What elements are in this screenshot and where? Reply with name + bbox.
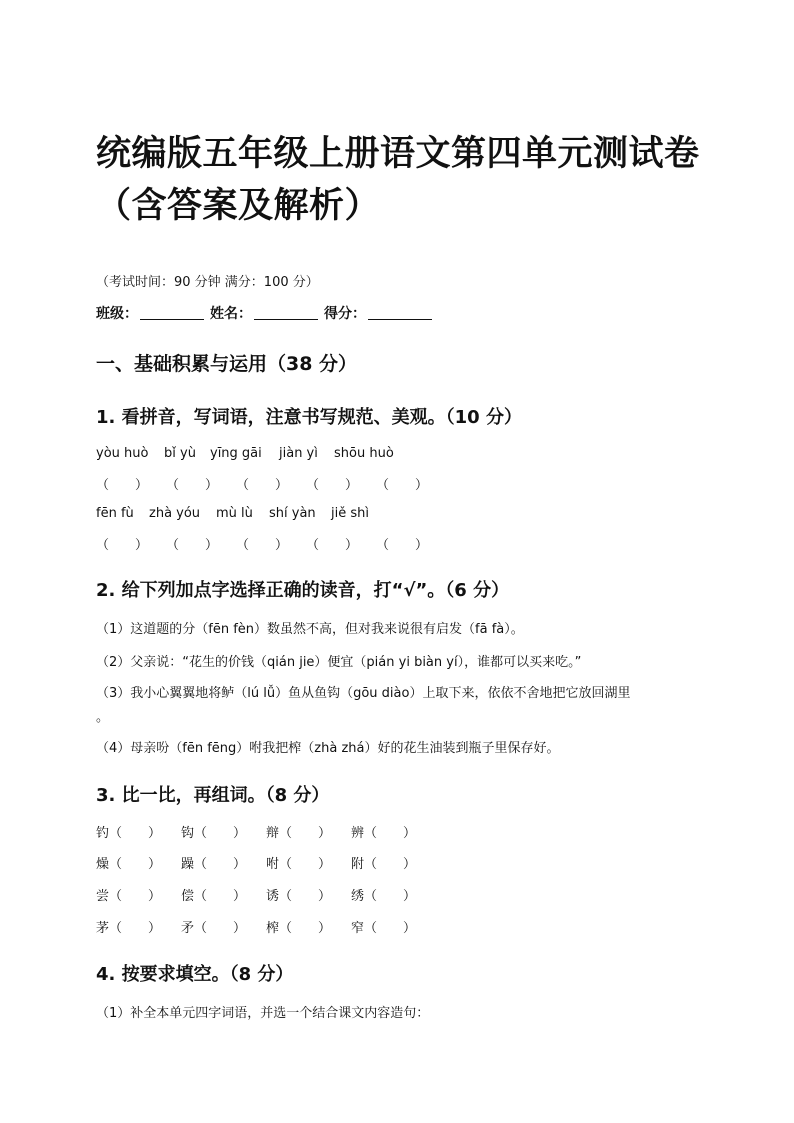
- q2-item-1: （1）这道题的分（fēn fèn）数虽然不高，但对我来说很有启发（fā fà）。: [96, 622, 524, 637]
- answer-bracket[interactable]: （ ）: [364, 857, 417, 872]
- exam-info: （考试时间：90 分钟 满分：100 分）: [96, 275, 319, 290]
- char: 榨: [266, 921, 280, 936]
- answer-bracket[interactable]: （ ）: [96, 538, 149, 553]
- answer-bracket[interactable]: （ ）: [376, 478, 429, 493]
- pinyin: mù lù: [216, 506, 253, 521]
- answer-bracket[interactable]: （ ）: [109, 889, 162, 904]
- name-blank[interactable]: [254, 318, 318, 320]
- char: 尝: [96, 889, 110, 904]
- answer-bracket[interactable]: （ ）: [376, 538, 429, 553]
- q1-title: 1. 看拼音，写词语，注意书写规范、美观。（10 分）: [96, 407, 522, 428]
- q2-item-4: （4）母亲吩（fēn fēng）咐我把榨（zhà zhá）好的花生油装到瓶子里保存好。: [96, 741, 560, 756]
- answer-bracket[interactable]: （ ）: [194, 889, 247, 904]
- answer-bracket[interactable]: （ ）: [306, 478, 359, 493]
- char: 躁: [181, 857, 195, 872]
- q2-item-3: （3）我小心翼翼地将鲈（lú lǚ）鱼从鱼钩（gōu diào）上取下来，依依不舍地把它放回湖里: [96, 686, 631, 701]
- answer-bracket[interactable]: （ ）: [236, 478, 289, 493]
- q4-title: 4. 按要求填空。（8 分）: [96, 964, 294, 985]
- pinyin: fēn fù: [96, 506, 134, 521]
- q2-item-2: （2）父亲说：“花生的价钱（qián jie）便宜（pián yi biàn yí），谁都可以买来吃。”: [96, 655, 582, 670]
- answer-bracket[interactable]: （ ）: [279, 921, 332, 936]
- answer-bracket[interactable]: （ ）: [109, 857, 162, 872]
- answer-bracket[interactable]: （ ）: [364, 921, 417, 936]
- answer-bracket[interactable]: （ ）: [194, 857, 247, 872]
- section-1-title: 一、基础积累与运用（38 分）: [96, 353, 358, 375]
- char: 钓: [96, 826, 110, 841]
- pinyin: jiě shì: [331, 506, 369, 521]
- char: 钩: [181, 826, 195, 841]
- name-label: 姓名：: [210, 306, 252, 322]
- answer-bracket[interactable]: （ ）: [364, 826, 417, 841]
- document-title-line-2: （含答案及解析）: [96, 186, 381, 226]
- student-info-line: [96, 303, 438, 323]
- char: 茅: [96, 921, 110, 936]
- pinyin: zhà yóu: [149, 506, 201, 521]
- score-label: 得分：: [324, 306, 366, 322]
- answer-bracket[interactable]: （ ）: [166, 538, 219, 553]
- pinyin: yòu huò: [96, 446, 149, 461]
- q3-title: 3. 比一比，再组词。（8 分）: [96, 785, 330, 806]
- char: 辨: [351, 826, 365, 841]
- char: 附: [351, 857, 365, 872]
- q4-item-1: （1）补全本单元四字词语，并选一个结合课文内容造句：: [96, 1006, 430, 1021]
- answer-bracket[interactable]: （ ）: [109, 826, 162, 841]
- pinyin: shōu huò: [334, 446, 394, 461]
- class-blank[interactable]: [140, 318, 204, 320]
- char: 偿: [181, 889, 195, 904]
- answer-bracket[interactable]: （ ）: [109, 921, 162, 936]
- score-blank[interactable]: [368, 318, 432, 320]
- pinyin: jiàn yì: [279, 446, 318, 461]
- answer-bracket[interactable]: （ ）: [279, 889, 332, 904]
- char: 辩: [266, 826, 280, 841]
- answer-bracket[interactable]: （ ）: [279, 826, 332, 841]
- char: 咐: [266, 857, 280, 872]
- pinyin: yīng gāi: [210, 446, 262, 461]
- answer-bracket[interactable]: （ ）: [236, 538, 289, 553]
- answer-bracket[interactable]: （ ）: [194, 826, 247, 841]
- char: 矛: [181, 921, 195, 936]
- answer-bracket[interactable]: （ ）: [194, 921, 247, 936]
- char: 燥: [96, 857, 110, 872]
- answer-bracket[interactable]: （ ）: [364, 889, 417, 904]
- answer-bracket[interactable]: （ ）: [166, 478, 219, 493]
- char: 诱: [266, 889, 280, 904]
- document-title-line-1: 统编版五年级上册语文第四单元测试卷: [96, 134, 700, 174]
- char: 窄: [351, 921, 365, 936]
- answer-bracket[interactable]: （ ）: [306, 538, 359, 553]
- pinyin: bǐ yù: [164, 446, 196, 461]
- q2-item-3-continuation: 。: [96, 710, 110, 725]
- answer-bracket[interactable]: （ ）: [279, 857, 332, 872]
- answer-bracket[interactable]: （ ）: [96, 478, 149, 493]
- pinyin: shí yàn: [269, 506, 316, 521]
- class-label: 班级：: [96, 306, 138, 322]
- q2-title: 2. 给下列加点字选择正确的读音，打“√”。（6 分）: [96, 580, 510, 601]
- char: 绣: [351, 889, 365, 904]
